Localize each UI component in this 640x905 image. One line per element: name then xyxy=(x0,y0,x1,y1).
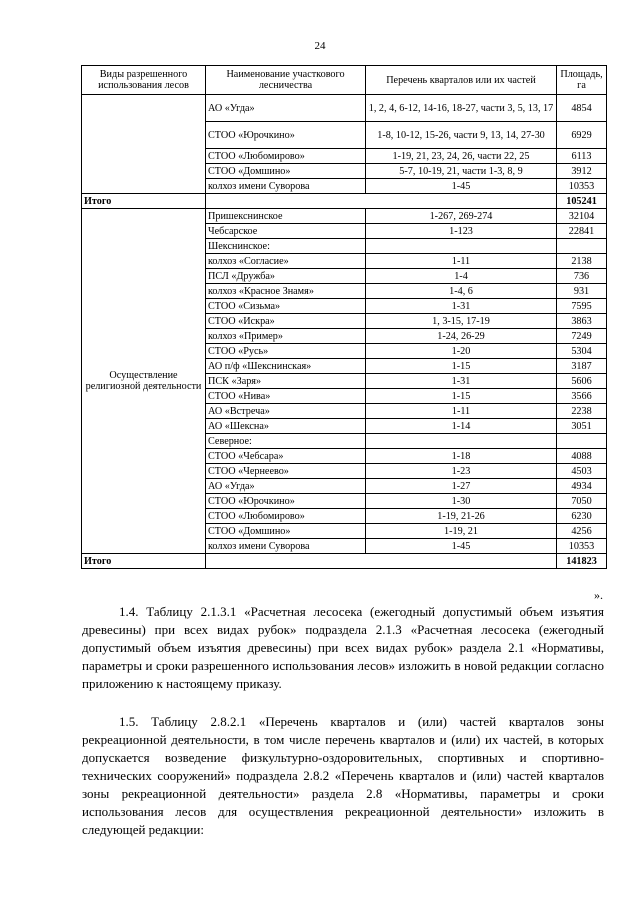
table-row xyxy=(82,95,607,122)
total-value: 105241 xyxy=(557,194,607,209)
area-cell: 32104 xyxy=(557,209,607,224)
quarters-cell: 1-8, 10-12, 15-26, части 9, 13, 14, 27-30 xyxy=(366,122,557,149)
forestry-name-cell: СТОО «Русь» xyxy=(206,344,366,359)
header-forestry: Наименование участкового лесничества xyxy=(206,66,366,95)
area-cell: 3863 xyxy=(557,314,607,329)
quarters-cell: 5-7, 10-19, 21, части 1-3, 8, 9 xyxy=(366,164,557,179)
forestry-name-cell: СТОО «Юрочкино» xyxy=(206,122,366,149)
forestry-name-cell: СТОО «Домшино» xyxy=(206,164,366,179)
forestry-name-cell: СТОО «Домшино» xyxy=(206,524,366,539)
quarters-cell: 1-24, 26-29 xyxy=(366,329,557,344)
header-area: Площадь, га xyxy=(557,66,607,95)
area-cell: 3051 xyxy=(557,419,607,434)
forest-table xyxy=(81,65,607,569)
total-spacer xyxy=(206,554,557,569)
forestry-name-cell: АО «Угда» xyxy=(206,479,366,494)
table-row xyxy=(82,209,607,224)
quarters-cell: 1-45 xyxy=(366,179,557,194)
area-cell: 6929 xyxy=(557,122,607,149)
quarters-cell: 1-30 xyxy=(366,494,557,509)
forestry-name-cell: колхоз «Пример» xyxy=(206,329,366,344)
forestry-name-cell: СТОО «Чернеево» xyxy=(206,464,366,479)
quarters-cell: 1-11 xyxy=(366,254,557,269)
total-label: Итого xyxy=(82,554,206,569)
forestry-name-cell: АО «Угда» xyxy=(206,95,366,122)
forestry-name-cell: АО «Встреча» xyxy=(206,404,366,419)
area-cell: 4088 xyxy=(557,449,607,464)
area-cell: 5304 xyxy=(557,344,607,359)
forestry-name-cell: Пришекснинское xyxy=(206,209,366,224)
paragraph-1-5: 1.5. Таблицу 2.8.2.1 «Перечень кварталов и (или) частей кварталов зоны рекреационной деятельности, в том числе перечень кварталов и (или) их частей, в которых допускается возведение физкультурно-оздоровительных, спортивных и спортивно-технических сооружений» подраздела 2.8.2 «Перечень кварталов и (или) частей кварталов зоны рекреационной деятельности» раздела 2.8 «Нормативы, параметры и сроки использования лесов для осуществления рекреационной деятельности» изложить в следующей редакции: xyxy=(82,714,604,837)
quarters-cell: 1-27 xyxy=(366,479,557,494)
usage-cell: Осуществление религиозной деятельности xyxy=(82,209,206,554)
quarters-cell: 1-23 xyxy=(366,464,557,479)
area-cell: 7595 xyxy=(557,299,607,314)
forestry-name-cell: СТОО «Сизьма» xyxy=(206,299,366,314)
quarters-cell: 1, 3-15, 17-19 xyxy=(366,314,557,329)
forestry-name-cell: СТОО «Любомирово» xyxy=(206,149,366,164)
quarters-cell: 1-19, 21-26 xyxy=(366,509,557,524)
total-row xyxy=(82,194,607,209)
quarters-cell: 1-45 xyxy=(366,539,557,554)
table-header-row xyxy=(82,66,607,95)
quarters-cell: 1-18 xyxy=(366,449,557,464)
area-cell: 3566 xyxy=(557,389,607,404)
area-cell: 10353 xyxy=(557,179,607,194)
quarters-cell xyxy=(366,434,557,449)
quarters-cell: 1-11 xyxy=(366,404,557,419)
forestry-name-cell: колхоз «Красное Знамя» xyxy=(206,284,366,299)
quarters-cell xyxy=(366,239,557,254)
quarters-cell: 1-31 xyxy=(366,374,557,389)
quarters-cell: 1-4 xyxy=(366,269,557,284)
quarters-cell: 1-19, 21 xyxy=(366,524,557,539)
area-cell: 736 xyxy=(557,269,607,284)
area-cell: 4854 xyxy=(557,95,607,122)
page-number: 24 xyxy=(314,40,326,52)
quarters-cell: 1-15 xyxy=(366,359,557,374)
forestry-name-cell: СТОО «Искра» xyxy=(206,314,366,329)
forestry-name-cell: Шекснинское: xyxy=(206,239,366,254)
area-cell: 6230 xyxy=(557,509,607,524)
area-cell: 7050 xyxy=(557,494,607,509)
area-cell xyxy=(557,434,607,449)
area-cell: 7249 xyxy=(557,329,607,344)
forestry-name-cell: АО «Шексна» xyxy=(206,419,366,434)
area-cell: 4934 xyxy=(557,479,607,494)
quarters-cell: 1-4, 6 xyxy=(366,284,557,299)
header-usage: Виды разрешенного использования лесов xyxy=(82,66,206,95)
area-cell: 3912 xyxy=(557,164,607,179)
usage-cell xyxy=(82,95,206,194)
quarters-cell: 1-19, 21, 23, 24, 26, части 22, 25 xyxy=(366,149,557,164)
area-cell: 22841 xyxy=(557,224,607,239)
forestry-name-cell: Чебсарское xyxy=(206,224,366,239)
area-cell: 4256 xyxy=(557,524,607,539)
total-value: 141823 xyxy=(557,554,607,569)
area-cell: 6113 xyxy=(557,149,607,164)
area-cell: 10353 xyxy=(557,539,607,554)
area-cell: 4503 xyxy=(557,464,607,479)
forestry-name-cell: СТОО «Чебсара» xyxy=(206,449,366,464)
forestry-name-cell: СТОО «Юрочкино» xyxy=(206,494,366,509)
total-spacer xyxy=(206,194,557,209)
forestry-name-cell: СТОО «Нива» xyxy=(206,389,366,404)
total-row xyxy=(82,554,607,569)
quarters-cell: 1-15 xyxy=(366,389,557,404)
forestry-name-cell: АО п/ф «Шекснинская» xyxy=(206,359,366,374)
area-cell: 2238 xyxy=(557,404,607,419)
forestry-name-cell: колхоз имени Суворова xyxy=(206,179,366,194)
total-label: Итого xyxy=(82,194,206,209)
forestry-name-cell: Северное: xyxy=(206,434,366,449)
forestry-name-cell: ПСК «Заря» xyxy=(206,374,366,389)
quarters-cell: 1-267, 269-274 xyxy=(366,209,557,224)
area-cell: 931 xyxy=(557,284,607,299)
forestry-name-cell: колхоз «Согласие» xyxy=(206,254,366,269)
forestry-name-cell: СТОО «Любомирово» xyxy=(206,509,366,524)
forestry-name-cell: колхоз имени Суворова xyxy=(206,539,366,554)
closing-quote: ». xyxy=(594,588,603,602)
area-cell xyxy=(557,239,607,254)
area-cell: 2138 xyxy=(557,254,607,269)
quarters-cell: 1-14 xyxy=(366,419,557,434)
area-cell: 5606 xyxy=(557,374,607,389)
quarters-cell: 1-123 xyxy=(366,224,557,239)
header-quarters: Перечень кварталов или их частей xyxy=(366,66,557,95)
area-cell: 3187 xyxy=(557,359,607,374)
forestry-name-cell: ПСЛ «Дружба» xyxy=(206,269,366,284)
paragraph-1-4: 1.4. Таблицу 2.1.3.1 «Расчетная лесосека (ежегодный допустимый объем изъятия древесины) при всех видах рубок» подраздела 2.1.3 «Расчетная лесосека (ежегодный допустимый объем изъятия древесины) при всех видах рубок» раздела 2.1 «Нормативы, параметры и сроки разрешенного использования лесов» изложить в новой редакции согласно приложению к настоящему приказу. xyxy=(82,604,604,691)
quarters-cell: 1-20 xyxy=(366,344,557,359)
quarters-cell: 1, 2, 4, 6-12, 14-16, 18-27, части 3, 5, 13, 17 xyxy=(366,95,557,122)
quarters-cell: 1-31 xyxy=(366,299,557,314)
